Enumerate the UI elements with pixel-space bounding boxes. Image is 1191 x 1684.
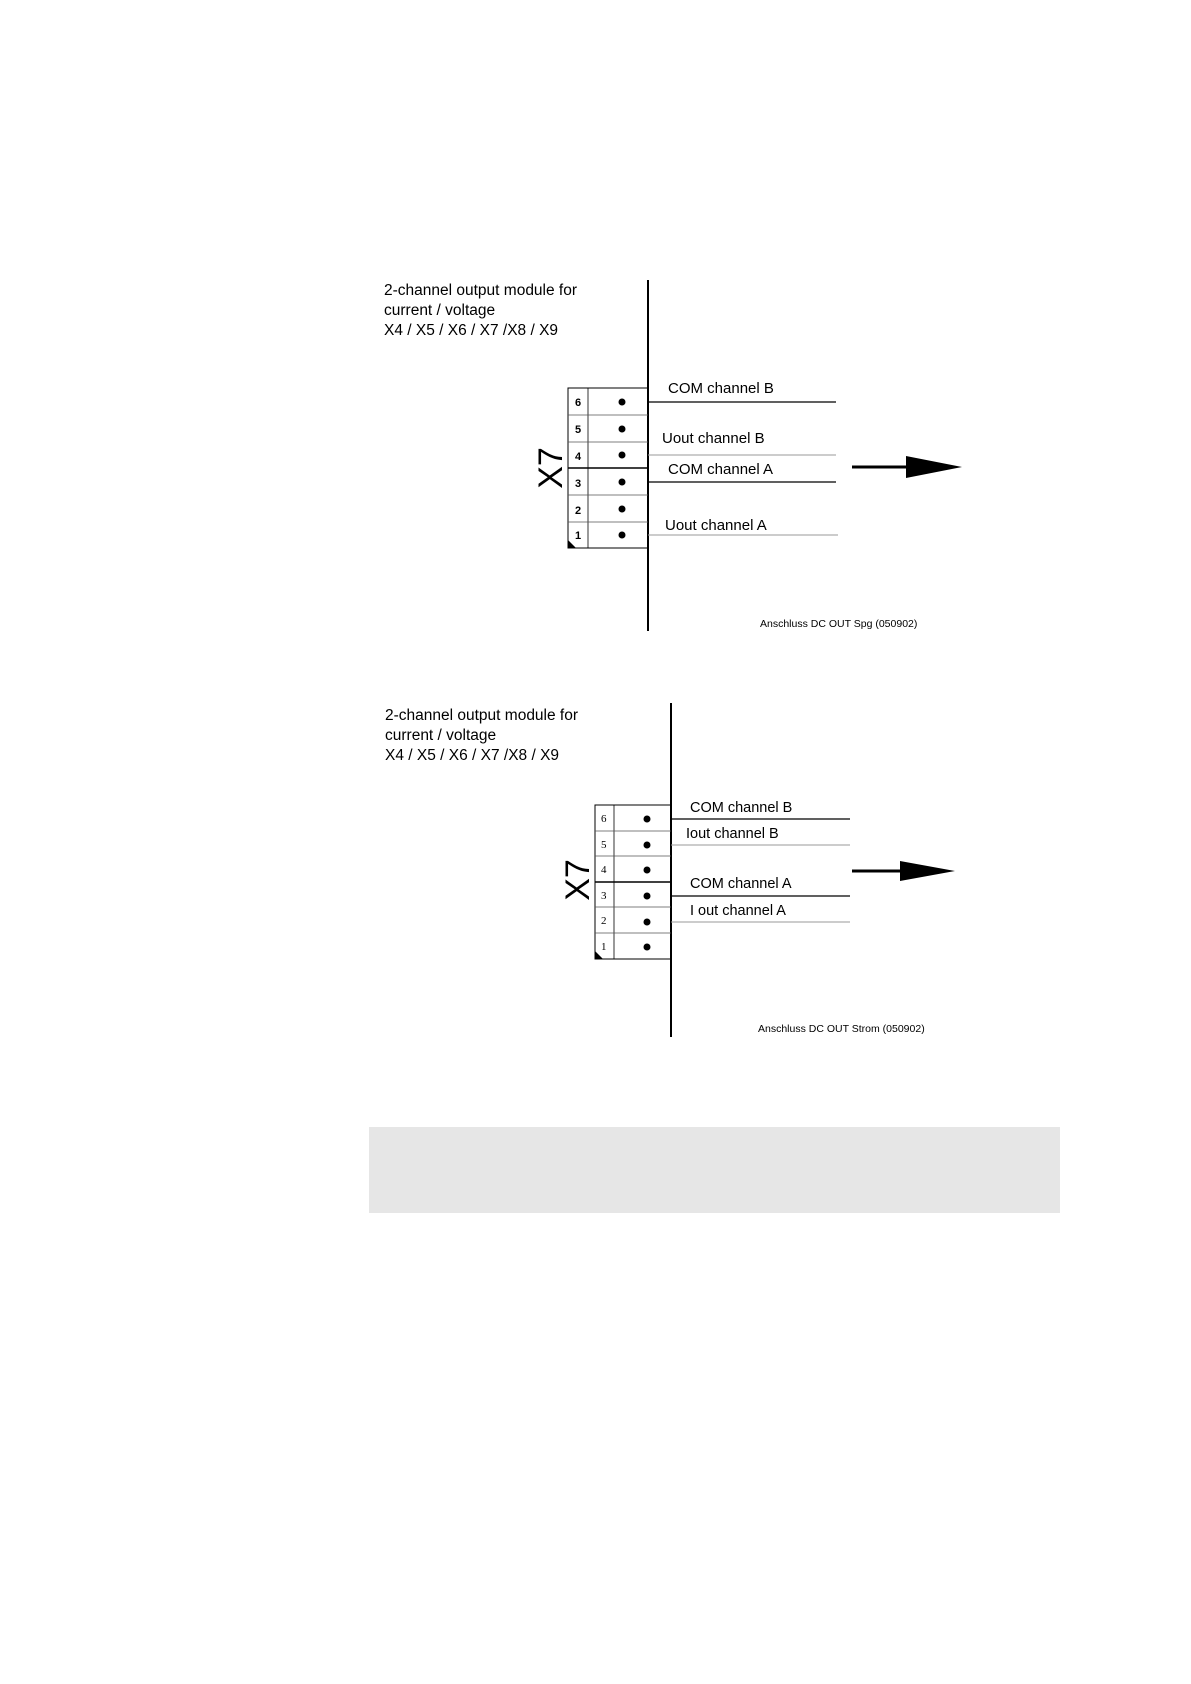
pin-number: 5 — [575, 424, 582, 436]
pin-number: 2 — [575, 505, 582, 517]
pin-number: 5 — [601, 839, 607, 851]
wire-label-com-b: COM channel B — [668, 380, 774, 397]
wire-label-iout-b: Iout channel B — [686, 826, 779, 842]
output-arrow-icon — [852, 861, 955, 881]
pin-number: 4 — [601, 864, 607, 876]
diagram-caption: Anschluss DC OUT Spg (050902) — [760, 618, 918, 630]
title-line-3: X4 / X5 / X6 / X7 /X8 / X9 — [385, 747, 560, 764]
wire-label-uout-a: Uout channel A — [665, 517, 767, 534]
diagram-caption: Anschluss DC OUT Strom (050902) — [758, 1023, 925, 1035]
title-line-2: current / voltage — [385, 727, 497, 744]
pin-number: 1 — [575, 530, 582, 542]
wire-label-com-a: COM channel A — [668, 461, 774, 478]
title-line-3: X4 / X5 / X6 / X7 /X8 / X9 — [384, 322, 559, 339]
wire-label-com-b: COM channel B — [690, 800, 793, 816]
pin-number: 4 — [575, 451, 582, 463]
title-line-2: current / voltage — [384, 302, 496, 319]
pin-number: 2 — [601, 915, 607, 927]
pin-number: 3 — [601, 890, 607, 902]
connector-label: X7 — [559, 859, 597, 901]
terminal-pins — [644, 816, 651, 951]
connector-label: X7 — [532, 447, 570, 489]
wire-label-com-a: COM channel A — [690, 876, 792, 892]
pin-number: 6 — [575, 397, 582, 409]
title-line-1: 2-channel output module for — [384, 282, 578, 299]
note-box — [369, 1127, 1060, 1213]
pin-number: 1 — [601, 941, 607, 953]
pin-number: 3 — [575, 478, 582, 490]
wire-label-iout-a: I out channel A — [690, 903, 786, 919]
title-line-1: 2-channel output module for — [385, 707, 579, 724]
pin-number: 6 — [601, 813, 607, 825]
wire-label-uout-b: Uout channel B — [662, 430, 765, 447]
